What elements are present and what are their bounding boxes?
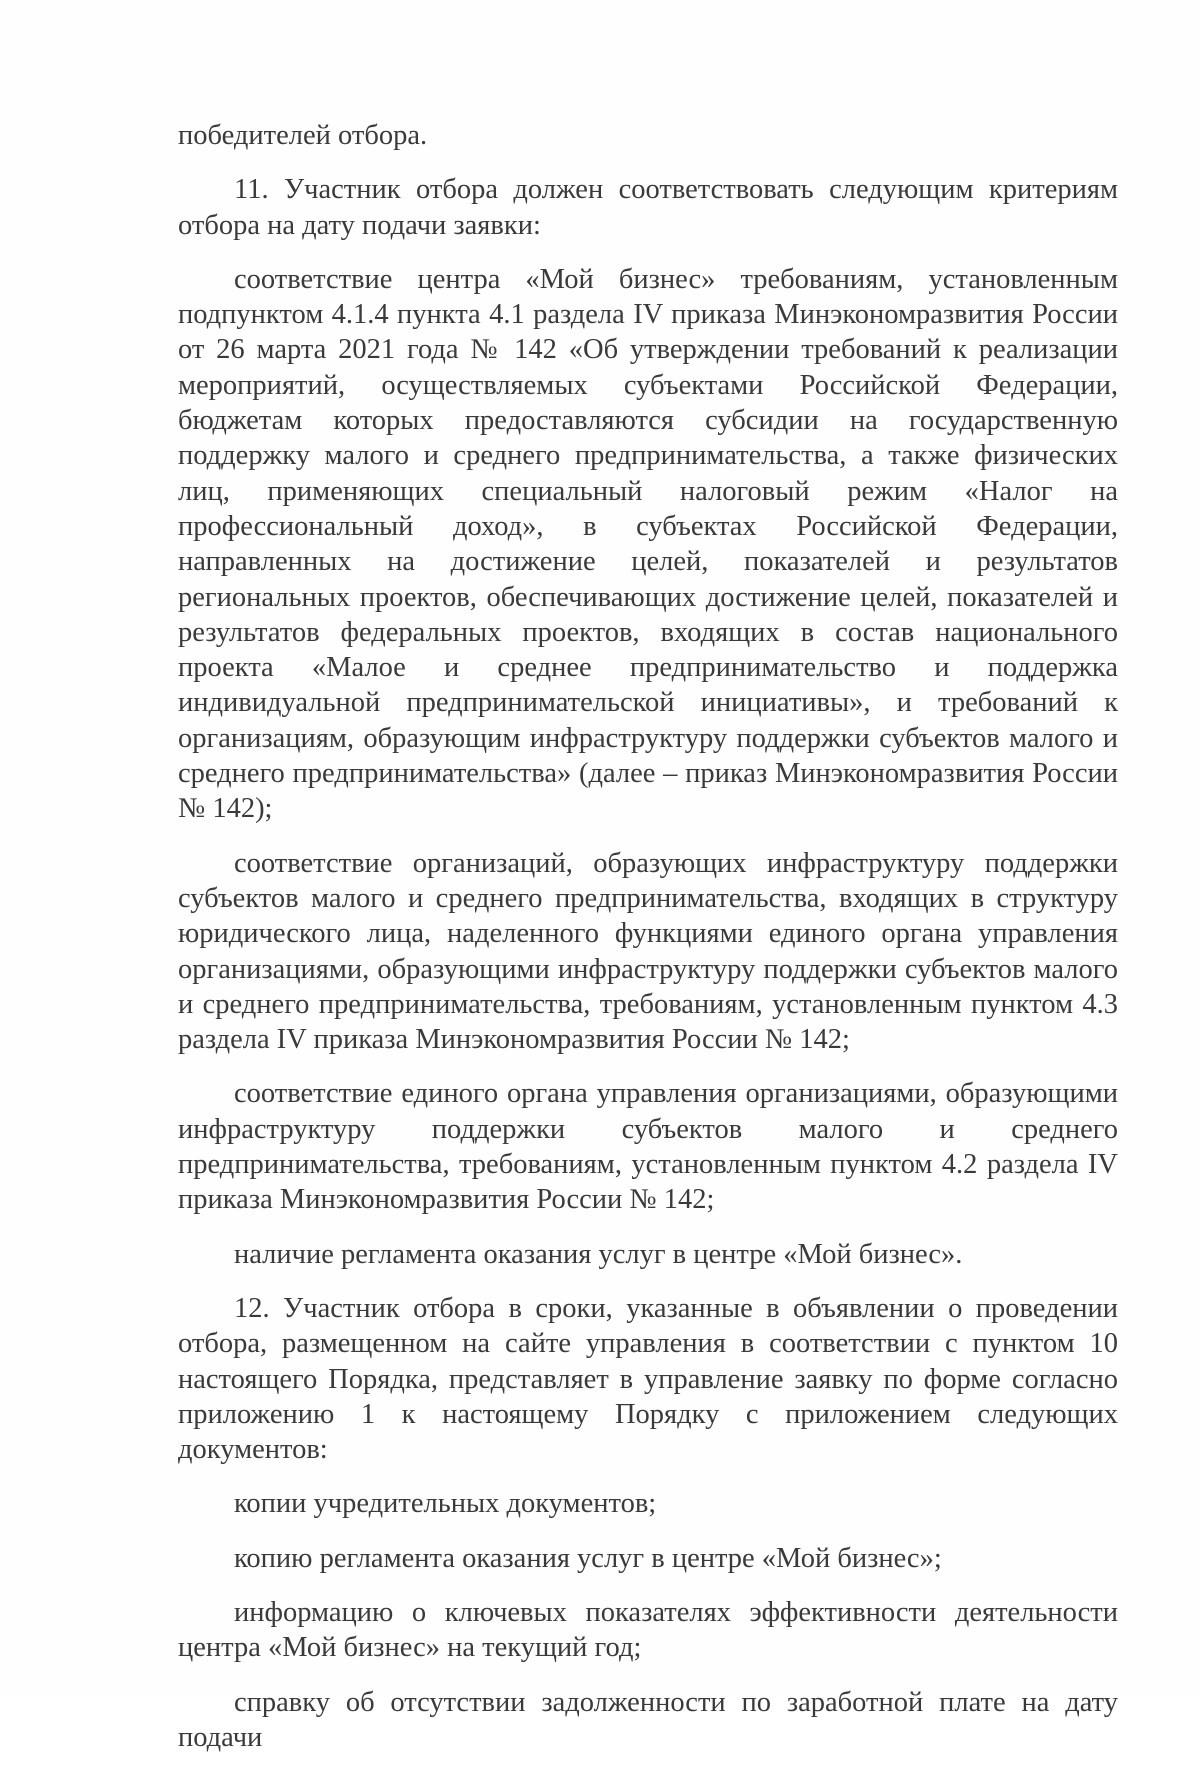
paragraph-document-regulation-copy: копию регламента оказания услуг в центре «Мой бизнес»;: [234, 1542, 942, 1574]
paragraph-item-11: 11. Участник отбора должен соответствовать следующим критериям отбора на дату подачи заявки:: [178, 174, 1118, 241]
paragraph-document-salary-certificate: справку об отсутствии задолженности по заработной плате на дату подачи: [178, 1686, 1118, 1753]
paragraph-continuation: победителей отбора.: [178, 120, 428, 151]
document-body: [178, 118, 1118, 1774]
paragraph-criterion-center: соответствие центра «Мой бизнес» требованиям, установленным подпунктом 4.1.4 пункта 4.1 раздела IV приказа Минэкономразвития России от 26 марта 2021 года № 142 «Об утверждении требований к реализации мероприятий, осуществляемых субъектами Российской Федерации, бюджетам которых предоставляются субсидии на государственную поддержку малого и среднего предпринимательства, а также физических лиц, применяющих специальный налоговый режим «Налог на профессиональный доход», в субъектах Российской Федерации, направленных на достижение целей, показателей и результатов региональных проектов, обеспечивающих достижение целей, показателей и результатов федеральных проектов, входящих в состав национального проекта «Малое и среднее предпринимательство и поддержка индивидуальной предпринимательской инициативы», и требований к организациям, образующим инфраструктуру поддержки субъектов малого и среднего предпринимательства» (далее – приказ Минэкономразвития России № 142);: [178, 263, 1118, 825]
paragraph-criterion-regulation: наличие регламента оказания услуг в центре «Мой бизнес».: [234, 1238, 963, 1270]
paragraph-document-kpi: информацию о ключевых показателях эффективности деятельности центра «Мой бизнес» на текущий год;: [178, 1596, 1118, 1664]
paragraph-criterion-organizations: соответствие организаций, образующих инфраструктуру поддержки субъектов малого и среднего предпринимательства, входящих в структуру юридического лица, наделенного функциями единого органа управления организациями, образующими инфраструктуру поддержки субъектов малого и среднего предпринимательства, требованиям, установленным пунктом 4.3 раздела IV приказа Минэкономразвития России № 142;: [178, 847, 1118, 1056]
paragraph-document-founding: копии учредительных документов;: [234, 1488, 657, 1520]
paragraph-item-12: 12. Участник отбора в сроки, указанные в объявлении о проведении отбора, размещенном на сайте управления в соответствии с пунктом 10 настоящего Порядка, представляет в управление заявку по форме согласно приложению 1 к настоящему Порядку с приложением следующих документов:: [178, 1292, 1118, 1466]
paragraph-criterion-governing-body: соответствие единого органа управления организациями, образующими инфраструктуру поддержки субъектов малого и среднего предпринимательства, требованиям, установленным пунктом 4.2 раздела IV приказа Минэкономразвития России № 142;: [178, 1078, 1118, 1216]
